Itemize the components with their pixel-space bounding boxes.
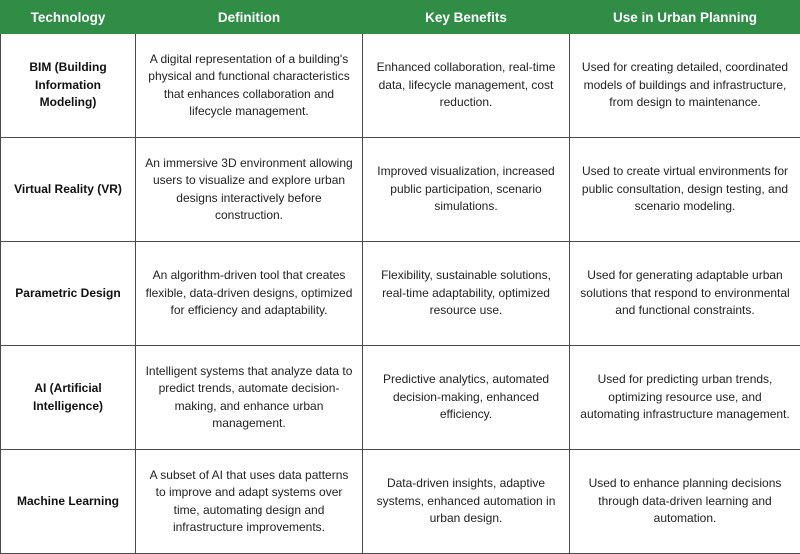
cell-technology: BIM (Building Information Modeling) xyxy=(1,34,136,138)
cell-key-benefits: Predictive analytics, automated decision-making, enhanced efficiency. xyxy=(363,346,570,450)
cell-key-benefits: Flexibility, sustainable solutions, real-time adaptability, optimized resource use. xyxy=(363,242,570,346)
table-header xyxy=(1,1,800,34)
cell-use: Used for generating adaptable urban solutions that respond to environmental and functional constraints. xyxy=(570,242,800,346)
header-definition: Definition xyxy=(136,1,363,34)
header-technology: Technology xyxy=(1,1,136,34)
table-row xyxy=(1,138,800,242)
cell-technology: Virtual Reality (VR) xyxy=(1,138,136,242)
cell-technology: AI (Artificial Intelligence) xyxy=(1,346,136,450)
table-row xyxy=(1,450,800,554)
cell-definition: A digital representation of a building's physical and functional characteristics that enhances collaboration and lifecycle management. xyxy=(136,34,363,138)
table-row xyxy=(1,346,800,450)
cell-key-benefits: Improved visualization, increased public participation, scenario simulations. xyxy=(363,138,570,242)
cell-use: Used to create virtual environments for public consultation, design testing, and scenario modeling. xyxy=(570,138,800,242)
cell-use: Used to enhance planning decisions through data-driven learning and automation. xyxy=(570,450,800,554)
cell-key-benefits: Enhanced collaboration, real-time data, lifecycle management, cost reduction. xyxy=(363,34,570,138)
cell-definition: An algorithm-driven tool that creates flexible, data-driven designs, optimized for efficiency and adaptability. xyxy=(136,242,363,346)
cell-definition: An immersive 3D environment allowing users to visualize and explore urban designs interactively before construction. xyxy=(136,138,363,242)
cell-key-benefits: Data-driven insights, adaptive systems, enhanced automation in urban design. xyxy=(363,450,570,554)
cell-technology: Machine Learning xyxy=(1,450,136,554)
cell-definition: Intelligent systems that analyze data to predict trends, automate decision-making, and enhance urban management. xyxy=(136,346,363,450)
cell-use: Used for predicting urban trends, optimizing resource use, and automating infrastructure management. xyxy=(570,346,800,450)
header-row xyxy=(1,1,800,34)
table-body xyxy=(1,34,800,554)
cell-technology: Parametric Design xyxy=(1,242,136,346)
cell-definition: A subset of AI that uses data patterns to improve and adapt systems over time, automating design and infrastructure improvements. xyxy=(136,450,363,554)
header-key-benefits: Key Benefits xyxy=(363,1,570,34)
cell-use: Used for creating detailed, coordinated models of buildings and infrastructure, from design to maintenance. xyxy=(570,34,800,138)
table-row xyxy=(1,242,800,346)
header-use-in-urban-planning: Use in Urban Planning xyxy=(570,1,800,34)
table-row xyxy=(1,34,800,138)
